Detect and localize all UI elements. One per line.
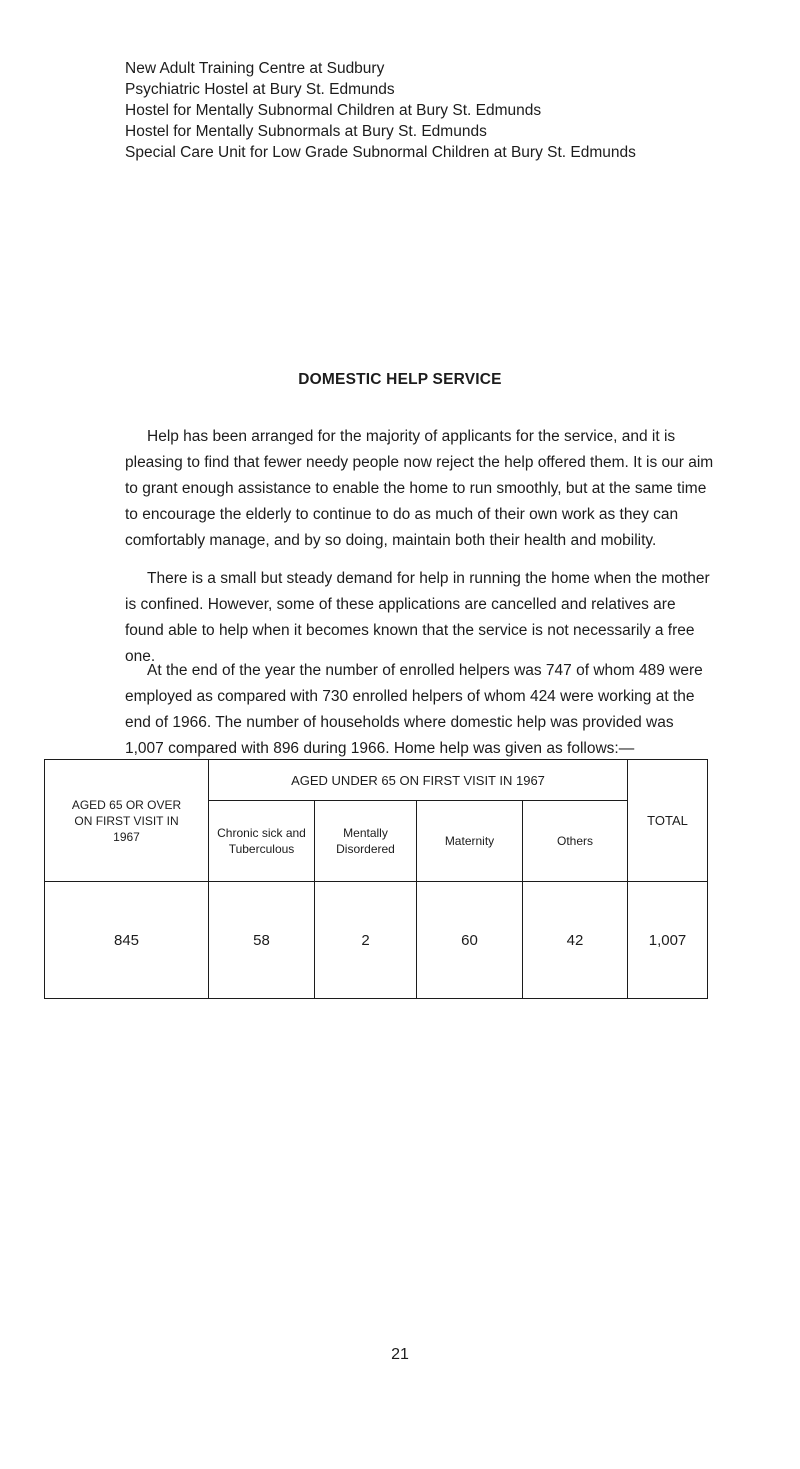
facility-item: Psychiatric Hostel at Bury St. Edmunds — [125, 81, 395, 98]
mentally-disordered-value: 2 — [315, 882, 417, 999]
paragraph-text: There is a small but steady demand for help in running the home when the mother is confined. However, some of these applications are cancelled and relatives are found able to help when it becomes known that the service is not necessarily a free one. — [125, 570, 710, 665]
maternity-header: Maternity — [417, 801, 523, 882]
table-row — [45, 882, 708, 999]
others-value: 42 — [523, 882, 628, 999]
section-title: DOMESTIC HELP SERVICE — [298, 371, 502, 388]
paragraph-text: Help has been arranged for the majority of applicants for the service, and it is pleasing to find that fewer needy people now reject the help offered them. It is our aim to grant enough assistance to enable the home to run smoothly, but at the same time to encourage the elderly to continue to do as much of their own work as they can comfortably manage, and by so doing, maintain both their health and mobility. — [125, 428, 714, 549]
facility-list — [125, 58, 745, 163]
paragraph — [125, 424, 715, 554]
home-help-table — [44, 759, 708, 999]
maternity-value: 60 — [417, 882, 523, 999]
facility-item: New Adult Training Centre at Sudbury — [125, 60, 385, 77]
chronic-sick-header — [209, 801, 315, 882]
others-header: Others — [523, 801, 628, 882]
mentally-disordered-header-text: Mentally Disordered — [336, 826, 395, 856]
chronic-sick-header-text: Chronic sick and Tuberculous — [217, 826, 306, 856]
table-header-row — [45, 760, 708, 801]
aged-under-header: AGED UNDER 65 ON FIRST VISIT IN 1967 — [209, 760, 628, 801]
paragraph — [125, 658, 715, 762]
facility-item: Special Care Unit for Low Grade Subnormal Children at Bury St. Edmunds — [125, 144, 636, 161]
total-header: TOTAL — [628, 760, 708, 882]
chronic-sick-value: 58 — [209, 882, 315, 999]
facility-item: Hostel for Mentally Subnormals at Bury St. Edmunds — [125, 123, 487, 140]
aged-over-value: 845 — [45, 882, 209, 999]
page-number: 21 — [391, 1346, 409, 1363]
total-value: 1,007 — [628, 882, 708, 999]
facility-item: Hostel for Mentally Subnormal Children at Bury St. Edmunds — [125, 102, 542, 119]
aged-over-header-text: AGED 65 OR OVER ON FIRST VISIT IN 1967 — [71, 797, 182, 844]
paragraph — [125, 566, 715, 670]
aged-over-header — [45, 760, 209, 882]
paragraph-text: At the end of the year the number of enrolled helpers was 747 of whom 489 were employed as compared with 730 enrolled helpers of whom 424 were working at the end of 1966. The number of households where domestic help was provided was 1,007 compared with 896 during 1966. Home help was given as follows:— — [125, 662, 703, 757]
mentally-disordered-header — [315, 801, 417, 882]
